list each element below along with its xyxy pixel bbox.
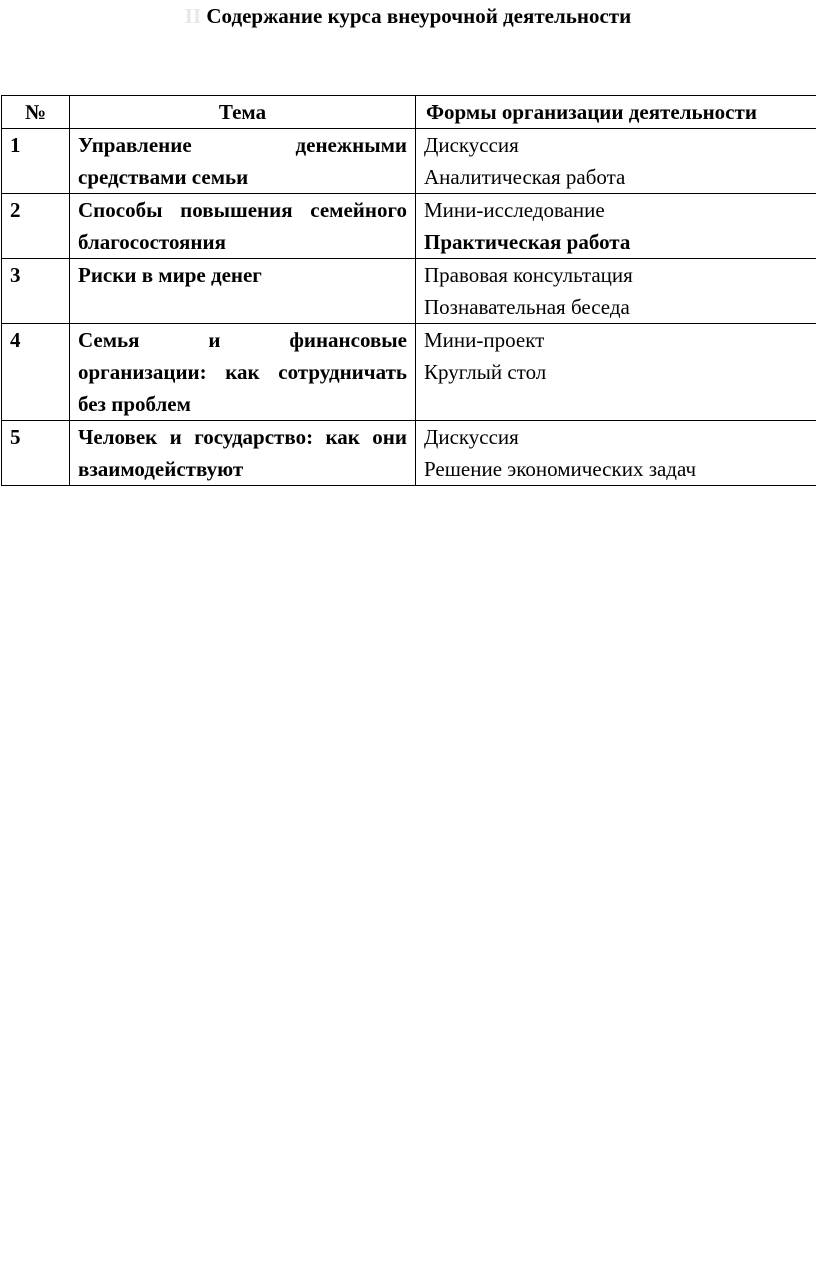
form-item: Мини-исследование xyxy=(424,198,605,222)
form-item: Мини-проект xyxy=(424,328,545,352)
row-topic: Способы повышения семейного благосостояния xyxy=(70,194,416,259)
row-forms xyxy=(416,259,816,324)
row-topic: Управление денежными средствами семьи xyxy=(70,129,416,194)
header-forms: Формы организации деятельности xyxy=(416,96,816,129)
page-title xyxy=(0,2,816,30)
table-row xyxy=(2,194,816,259)
row-number: 4 xyxy=(2,324,70,421)
row-forms xyxy=(416,324,816,421)
form-item: Познавательная беседа xyxy=(424,295,630,319)
course-content-table xyxy=(1,95,816,486)
row-topic: Риски в мире денег xyxy=(70,259,416,324)
row-number: 1 xyxy=(2,129,70,194)
form-item: Круглый стол xyxy=(424,360,547,384)
row-topic: Человек и государство: как они взаимодействуют xyxy=(70,421,416,486)
table-row xyxy=(2,129,816,194)
section-roman-numeral: II xyxy=(184,4,202,28)
row-forms xyxy=(416,194,816,259)
header-topic: Тема xyxy=(70,96,416,129)
row-number: 2 xyxy=(2,194,70,259)
table-row xyxy=(2,259,816,324)
row-number: 3 xyxy=(2,259,70,324)
form-item: Дискуссия xyxy=(424,133,519,157)
form-item: Решение экономических задач xyxy=(424,457,697,481)
table-header-row xyxy=(2,96,816,129)
form-item: Практическая работа xyxy=(424,230,631,254)
table-row xyxy=(2,324,816,421)
row-number: 5 xyxy=(2,421,70,486)
row-forms xyxy=(416,129,816,194)
header-number: № xyxy=(2,96,70,129)
row-forms xyxy=(416,421,816,486)
table-row xyxy=(2,421,816,486)
form-item: Правовая консультация xyxy=(424,263,633,287)
form-item: Аналитическая работа xyxy=(424,165,626,189)
form-item: Дискуссия xyxy=(424,425,519,449)
title-text: Содержание курса внеурочной деятельности xyxy=(206,4,632,28)
row-topic: Семья и финансовые организации: как сотрудничать без проблем xyxy=(70,324,416,421)
